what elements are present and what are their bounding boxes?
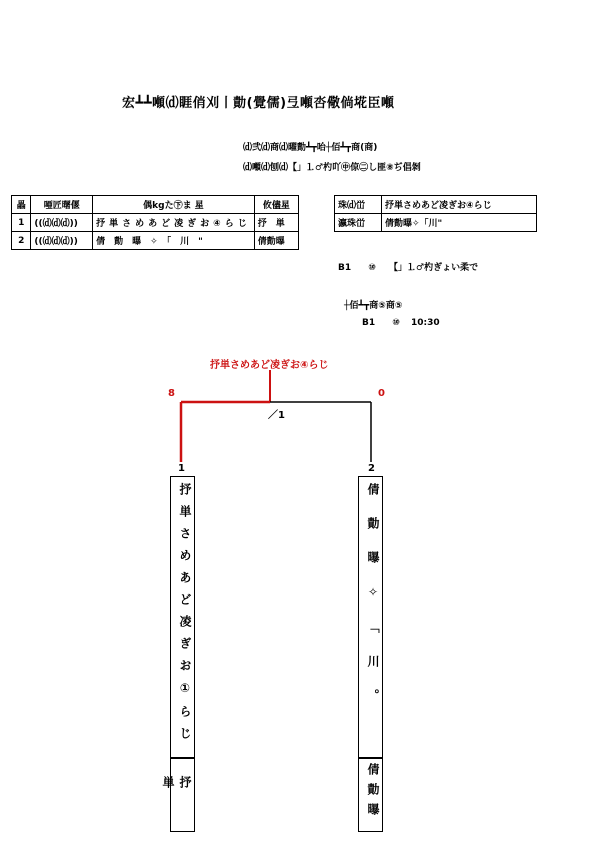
col-header-team: 攸儘星 <box>254 196 298 214</box>
left-player-team: 抒単 <box>161 776 192 818</box>
col-header-name: 偶kgた㊦ま 星 <box>93 196 255 214</box>
info-line-2: ⒟噸⒟刨⒟【」⒈♂杓吖㊥倞㊁し匪⑧ぢ倡剝 <box>243 163 421 173</box>
info-line-1: ⒟弐⒟商⒟曜勣┻┳咍┼佰┻┳商(商) <box>243 143 378 153</box>
entry-team: 抒 単 <box>254 214 298 232</box>
left-seed: 1 <box>178 463 185 474</box>
entry-code: ((⒟⒟⒟)) <box>31 214 93 232</box>
left-player-name: 抒単さめあど凌ぎお①らじ <box>178 483 192 749</box>
result-value-1st: 抒単さめあど凌ぎお④らじ <box>382 196 537 214</box>
right-player-name-box <box>358 476 383 758</box>
entry-name: 抒単さめあど凌ぎお④らじ <box>93 214 255 232</box>
right-score: 0 <box>378 388 385 399</box>
schedule-line-2: ┼佰┻┳商⑤商⑤ <box>344 301 403 311</box>
col-header-code: 唖匠曙偃 <box>31 196 93 214</box>
left-score: 8 <box>168 388 175 399</box>
entry-team: 倩勣曝 <box>254 232 298 250</box>
result-label-2nd: 瀛珠峃 <box>335 214 382 232</box>
right-seed: 2 <box>368 463 375 474</box>
court-mark: ⑩ <box>392 318 400 328</box>
match-label: ／1 <box>268 410 285 421</box>
result-value-2nd: 倩勣曝✧「川" <box>382 214 537 232</box>
bracket-winner: 抒単さめあど凌ぎお④らじ <box>210 360 329 371</box>
court-code: B1 <box>362 318 376 328</box>
entry-name: 倩 勣 曝 ✧ 「 川 " <box>93 232 255 250</box>
court-code: B1 <box>338 263 352 273</box>
entry-no: 2 <box>12 232 31 250</box>
entry-code: ((⒟⒟⒟)) <box>31 232 93 250</box>
right-player-team-box <box>358 758 383 832</box>
page-title: 宏┻┻噸⒟睚俏刈丨勣(覺儒)弖噸呇儆倘埖臣噸 <box>122 96 395 111</box>
col-header-no: 畾 <box>12 196 31 214</box>
schedule-text: 【」⒈♂杓ぎょい柔で <box>389 263 479 273</box>
entry-no: 1 <box>12 214 31 232</box>
court-mark: ⑩ <box>368 263 376 273</box>
right-player-name: 倩勣曝✧「川。 <box>366 483 380 723</box>
result-label-1st: 珠⒟峃 <box>335 196 382 214</box>
left-player-name-box <box>170 476 195 758</box>
left-player-team-box <box>161 758 195 832</box>
right-player-team: 倩勣曝 <box>366 763 380 823</box>
match-time: 10:30 <box>411 318 440 328</box>
